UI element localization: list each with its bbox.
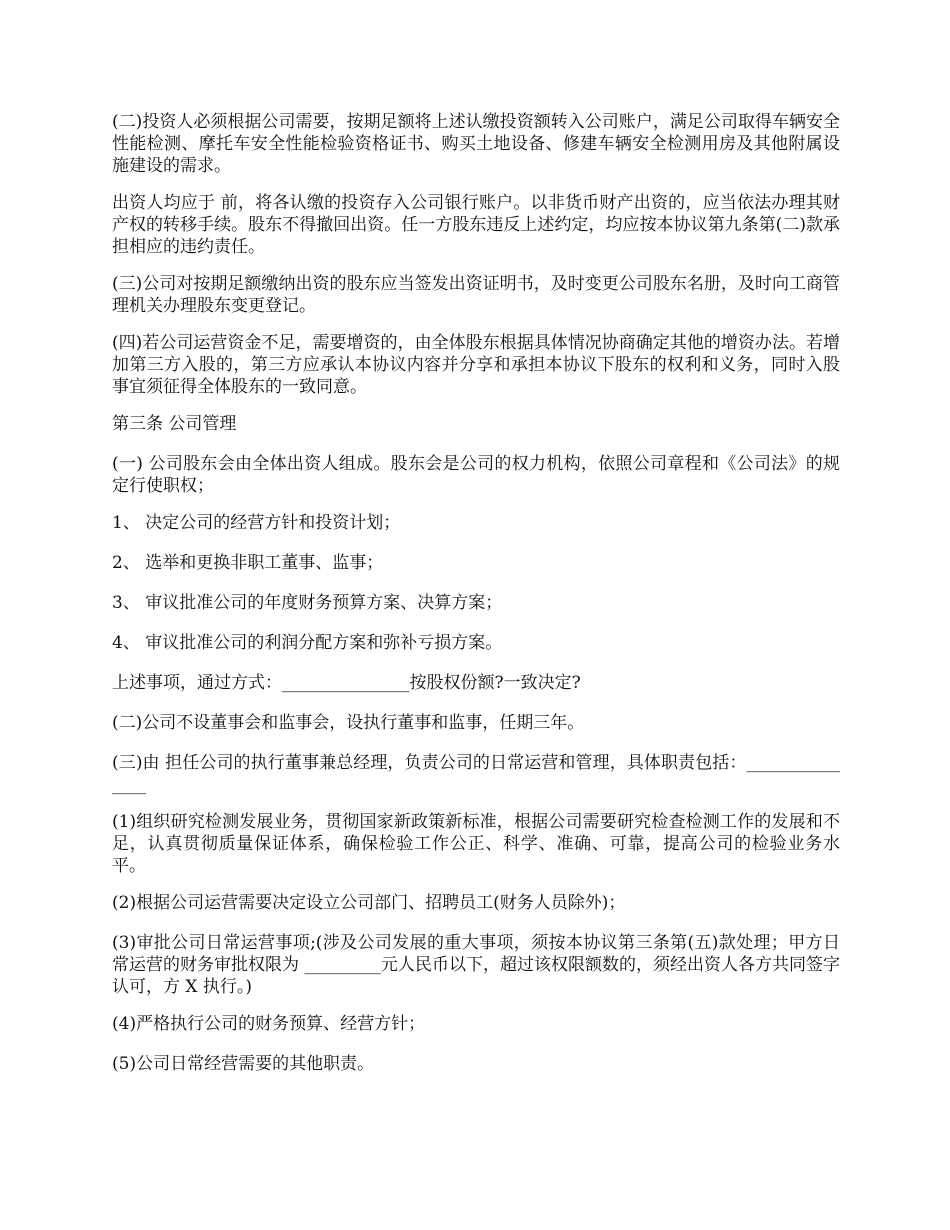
paragraph-no-board: (二)公司不设董事会和监事会，设执行董事和监事，任期三年。 <box>112 713 585 733</box>
duty-item-1: (1)组织研究检测发展业务，贯彻国家新政策新标准，根据公司需要研究检查检测工作的发展和不足，认真贯彻质量保证体系，确保检验工作公正、科学、准确、可靠，提高公司的检验业务水平。 <box>112 812 840 876</box>
paragraph-voting-method: 上述事项，通过方式：_______________按股权份额?一致决定? <box>112 673 581 693</box>
paragraph-deposit-deadline: 出资人均应于 前，将各认缴的投资存入公司银行账户。以非货币财产出资的，应当依法办理其财产权的转移手续。股东不得撤回出资。任一方股东违反上述约定，均应按本协议第九条第(二)款承担相应的违约责任。 <box>112 193 840 257</box>
list-item-budget-approval: 3、 审议批准公司的年度财务预算方案、决算方案； <box>112 593 503 613</box>
paragraph-executive-director: (三)由 担任公司的执行董事兼总经理，负责公司的日常运营和管理，具体职责包括：_______________ <box>112 753 840 795</box>
list-item-business-policy: 1、 决定公司的经营方针和投资计划； <box>112 513 401 533</box>
duty-item-4: (4)严格执行公司的财务预算、经营方针； <box>112 1014 426 1034</box>
duty-item-2: (2)根据公司运营需要决定设立公司部门、招聘员工(财务人员除外)； <box>112 893 626 913</box>
list-item-profit-distribution: 4、 审议批准公司的利润分配方案和弥补亏损方案。 <box>112 633 503 653</box>
paragraph-investment-transfer: (二)投资人必须根据公司需要，按期足额将上述认缴投资额转入公司账户，满足公司取得车辆安全性能检测、摩托车安全性能检验资格证书、购买土地设备、修建车辆安全检测用房及其他附属设施建设的需求。 <box>112 112 840 176</box>
list-item-elect-directors: 2、 选举和更换非职工董事、监事； <box>112 553 384 573</box>
paragraph-capital-increase: (四)若公司运营资金不足，需要增资的，由全体股东根据具体情况协商确定其他的增资办法。若增加第三方入股的，第三方应承认本协议内容并分享和承担本协议下股东的权利和义务，同时入股事宜须征得全体股东的一致同意。 <box>112 333 840 397</box>
duty-item-3: (3)审批公司日常运营事项;(涉及公司发展的重大事项，须按本协议第三条第(五)款处理；甲方日常运营的财务审批权限为 _________元人民币以下，超过该权限额数的，须经出资人各方共同签字认可，方 X 执行。) <box>112 933 840 997</box>
section-heading-company-management: 第三条 公司管理 <box>112 414 237 434</box>
document-body <box>112 111 840 1093</box>
paragraph-shareholders-meeting: (一) 公司股东会由全体出资人组成。股东会是公司的权力机构，依照公司章程和《公司法》的规定行使职权； <box>112 454 840 496</box>
paragraph-capital-certificate: (三)公司对按期足额缴纳出资的股东应当签发出资证明书，及时变更公司股东名册，及时向工商管理机关办理股东变更登记。 <box>112 274 840 316</box>
duty-item-5: (5)公司日常经营需要的其他职责。 <box>112 1054 375 1074</box>
